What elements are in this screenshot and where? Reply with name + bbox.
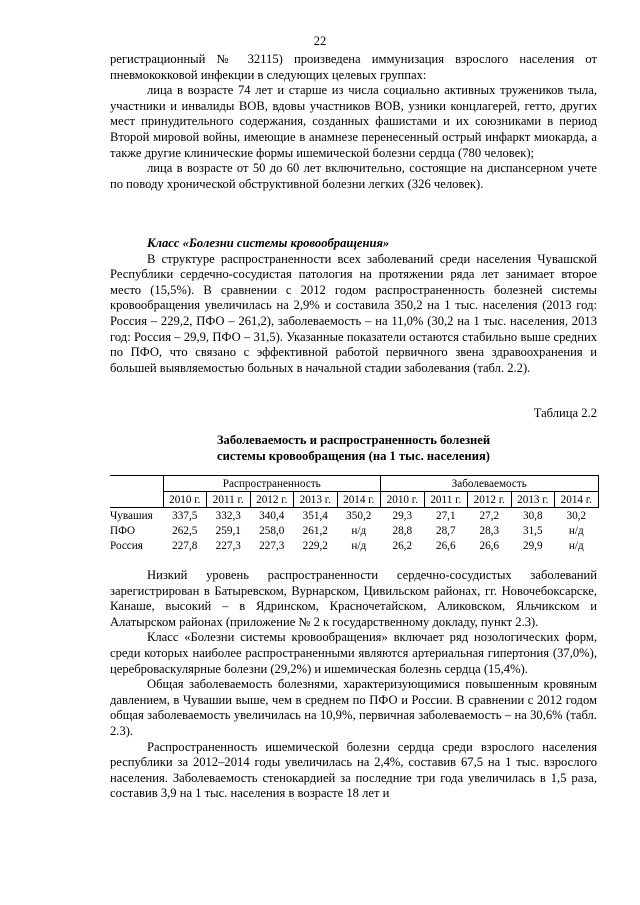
table-title-line: Заболеваемость и распространенность болезней — [216, 433, 491, 447]
table-cell: 258,0 — [259, 524, 285, 537]
table-cell: 340,4 — [259, 509, 285, 522]
table-cell: 28,7 — [435, 524, 456, 537]
table-row — [110, 523, 598, 538]
table-cell: 350,2 — [346, 509, 372, 522]
regional-analysis-block — [110, 568, 597, 802]
year-header: 2013 г. — [511, 492, 555, 508]
table-cell: 337,5 — [172, 509, 198, 522]
row-label: Россия — [110, 539, 143, 552]
year-header: 2011 г. — [424, 492, 468, 508]
table-cell: н/д — [568, 539, 584, 552]
year-header: 2012 г. — [250, 492, 294, 508]
table-cell: 261,2 — [302, 524, 328, 537]
table-cell: 259,1 — [215, 524, 241, 537]
table-cell: н/д — [351, 524, 367, 537]
column-group-header: Заболеваемость — [381, 476, 599, 492]
paragraph: регистрационный № 32115) произведена иммунизация взрослого населения от пневмококковой инфекции в следующих целевых группах: — [110, 52, 597, 82]
table-cell: 31,5 — [522, 524, 543, 537]
table-cell: 26,6 — [479, 539, 500, 552]
table-title — [110, 432, 597, 464]
table-cell: 30,2 — [566, 509, 587, 522]
paragraph: Распространенность ишемической болезни сердца среди взрослого населения республики за 2012–2014 годы увеличилась на 2,4%, составив 67,5 на 1 тыс. взрослого населения. Заболеваемость стенокардией за последние три года увеличилась в 1,5 раза, составив 3,9 на 1 тыс. населения в возрасте 18 лет и — [110, 739, 597, 801]
paragraph: В структуре распространенности всех заболеваний среди населения Чувашской Республики сердечно-сосудистая патология на протяжении ряда лет занимает второе место (15,5%). В сравнении с 2012 годом распространенность болезней системы кровообращения увеличилась на 2,9% и составила 350,2 на 1 тыс. населения (2013 год: Россия – 229,2, ПФО – 261,2), заболеваемость – на 11,0% (30,2 на 1 тыс. населения, 2013 год: Россия – 29,9, ПФО – 31,5). Указанные показатели остаются стабильно выше средних по ПФО, что связано с эффективной работой первичного звена здравоохранения и большей выявляемостью больных в начальной стадии заболевания (табл. 2.2). — [110, 251, 597, 375]
paragraph: лица в возрасте от 50 до 60 лет включительно, состоящие на диспансерном учете по поводу хронической обструктивной болезни легких (326 человек). — [110, 161, 597, 191]
table-cell: 30,8 — [522, 509, 543, 522]
table-cell: 27,2 — [479, 509, 500, 522]
paragraph: Низкий уровень распространенности сердечно-сосудистых заболеваний зарегистрирован в Батыревском, Вурнарском, Цивильском районах, гг. Новочебоксарске, Канаше, высокий – в Ядринском, Красночетайском, Аликовском, Яльчикском и Алатырском районах (приложение № 2 к государственному докладу, пункт 2.3). — [110, 568, 597, 629]
table-cell: 28,3 — [479, 524, 500, 537]
table-cell: 27,1 — [435, 509, 456, 522]
year-header: 2013 г. — [294, 492, 338, 508]
table-cell: н/д — [568, 524, 584, 537]
table-cell: 29,3 — [392, 509, 413, 522]
immunization-block — [110, 52, 597, 192]
page-number: 22 — [313, 34, 327, 48]
table-cell: н/д — [351, 539, 367, 552]
paragraph: Общая заболеваемость болезнями, характеризующимися повышенным кровяным давлением, в Чувашии выше, чем в среднем по ПФО и России. В сравнении с 2012 годом общая заболеваемость увеличилась на 10,9%, первичная заболеваемость – на 30,6% (табл. 2.3). — [110, 677, 597, 738]
table-corner — [110, 476, 163, 492]
year-header: 2014 г. — [337, 492, 381, 508]
table-row — [110, 508, 598, 524]
section-heading: Класс «Болезни системы кровообращения» — [147, 236, 390, 250]
table-title-line: системы кровообращения (на 1 тыс. населения) — [217, 449, 490, 463]
table-caption: Таблица 2.2 — [533, 406, 597, 420]
table-cell: 227,8 — [172, 539, 198, 552]
table-cell: 26,6 — [435, 539, 456, 552]
table-cell: 262,5 — [172, 524, 198, 537]
table-cell: 28,8 — [392, 524, 413, 537]
year-header: 2010 г. — [163, 492, 207, 508]
table-cell: 227,3 — [259, 539, 285, 552]
incidence-table — [110, 475, 599, 553]
table-corner — [110, 492, 163, 508]
paragraph: лица в возрасте 74 лет и старше из числа социально активных тружеников тыла, участники и инвалиды ВОВ, вдовы участников ВОВ, узники концлагерей, гетто, других мест принудительного содержания, созданных фашистами и их союзниками в период Второй мировой войны, имеющие в анамнезе перенесенный острый инфаркт миокарда, а также другие клинические формы ишемической болезни сердца (780 человек); — [110, 83, 597, 160]
row-label: Чувашия — [110, 509, 153, 522]
row-label: ПФО — [110, 524, 136, 537]
table-row — [110, 538, 598, 553]
table-cell: 332,3 — [215, 509, 241, 522]
year-header: 2010 г. — [381, 492, 425, 508]
circulatory-section — [110, 236, 597, 376]
year-header: 2014 г. — [555, 492, 599, 508]
year-header: 2012 г. — [468, 492, 512, 508]
year-header: 2011 г. — [207, 492, 251, 508]
table-cell: 26,2 — [392, 539, 413, 552]
paragraph: Класс «Болезни системы кровообращения» включает ряд нозологических форм, среди которых наиболее распространенными являются артериальная гипертония (37,0%), цереброваскулярные болезни (29,2%) и ишемическая болезнь сердца (15,4%). — [110, 630, 597, 676]
table-cell: 351,4 — [302, 509, 328, 522]
table-cell: 229,2 — [302, 539, 328, 552]
column-group-header: Распространенность — [163, 476, 381, 492]
table-cell: 227,3 — [215, 539, 241, 552]
table-cell: 29,9 — [522, 539, 543, 552]
